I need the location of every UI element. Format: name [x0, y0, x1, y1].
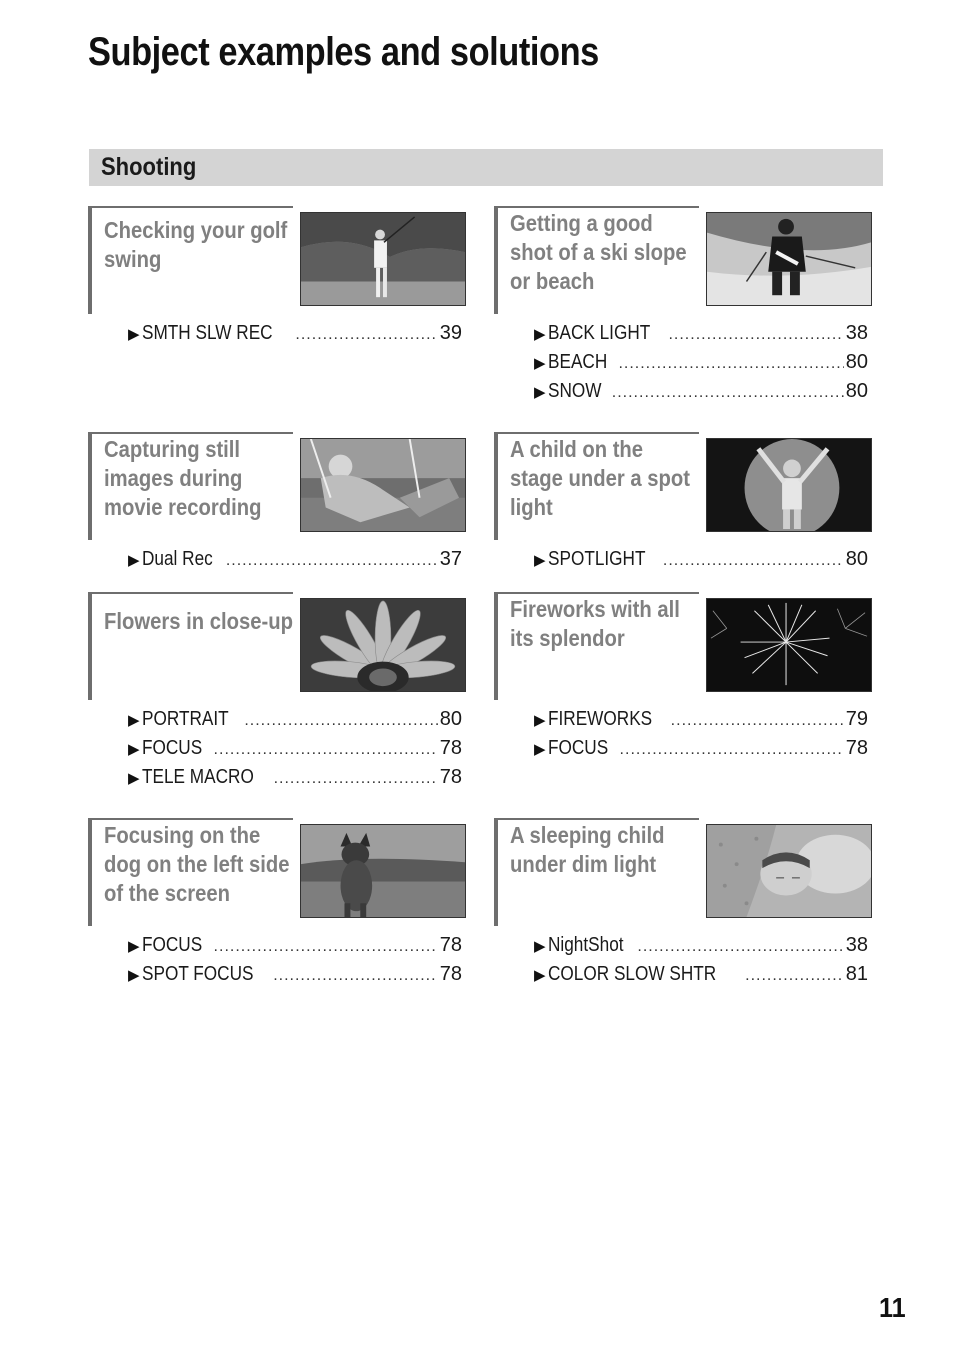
card-heading: A child on the stage under a spot light	[510, 436, 690, 520]
section-header-bar	[89, 149, 883, 186]
page-reference: 78	[845, 737, 868, 759]
list-item[interactable]	[534, 931, 868, 960]
leader-dots	[214, 735, 438, 764]
card-heading: Flowers in close-up	[104, 608, 293, 634]
black-right-triangle-icon: ▶	[128, 938, 140, 955]
leader-dots	[274, 764, 438, 793]
black-right-triangle-icon: ▶	[534, 938, 546, 955]
page-reference: 78	[439, 737, 462, 759]
setting-name: SMTH SLW REC	[141, 322, 273, 344]
list-item[interactable]	[534, 348, 868, 377]
page-reference: 80	[845, 380, 868, 402]
list-item[interactable]	[128, 931, 462, 960]
black-right-triangle-icon: ▶	[128, 967, 140, 984]
black-right-triangle-icon: ▶	[128, 741, 140, 758]
golfer-swing-photo	[300, 212, 466, 306]
reference-list	[128, 319, 462, 348]
card-heading: A sleeping child under dim light	[510, 822, 665, 877]
black-right-triangle-icon: ▶	[534, 741, 546, 758]
black-right-triangle-icon: ▶	[128, 326, 140, 343]
page-reference: 37	[439, 548, 462, 570]
section-label: Shooting	[101, 153, 197, 181]
dog-photo	[300, 824, 466, 918]
page-reference: 80	[845, 548, 868, 570]
setting-name: COLOR SLOW SHTR	[547, 963, 716, 985]
page-reference: 78	[439, 963, 462, 985]
reference-list	[128, 705, 462, 792]
page-reference: 39	[439, 322, 462, 344]
page-reference: 79	[845, 708, 868, 730]
card-heading: Getting a good shot of a ski slope or beach	[510, 210, 687, 294]
page-title: Subject examples and solutions	[88, 30, 599, 74]
black-right-triangle-icon: ▶	[534, 712, 546, 729]
black-right-triangle-icon: ▶	[534, 552, 546, 569]
setting-name: SPOT FOCUS	[141, 963, 254, 985]
black-right-triangle-icon: ▶	[128, 552, 140, 569]
list-item[interactable]	[128, 960, 462, 989]
fireworks-photo	[706, 598, 872, 692]
leader-dots	[226, 546, 438, 575]
setting-name: Dual Rec	[141, 548, 213, 570]
card-heading: Fireworks with all its splendor	[510, 596, 680, 651]
card-heading: Focusing on the dog on the left side of the screen	[104, 822, 290, 906]
setting-name: NightShot	[547, 934, 624, 956]
setting-name: FOCUS	[547, 737, 608, 759]
reference-list	[128, 545, 462, 574]
black-right-triangle-icon: ▶	[534, 967, 546, 984]
page-number: 11	[879, 1292, 906, 1323]
list-item[interactable]	[128, 319, 462, 348]
leader-dots	[612, 378, 844, 407]
leader-dots	[671, 706, 844, 735]
page-reference: 38	[845, 322, 868, 344]
black-right-triangle-icon: ▶	[534, 355, 546, 372]
setting-name: PORTRAIT	[141, 708, 229, 730]
list-item[interactable]	[534, 960, 868, 989]
leader-dots	[637, 932, 843, 961]
reference-list	[534, 931, 868, 989]
page-reference: 78	[439, 934, 462, 956]
list-item[interactable]	[128, 734, 462, 763]
leader-dots	[295, 320, 437, 349]
page-reference: 81	[845, 963, 868, 985]
child-on-swing-photo	[300, 438, 466, 532]
page-reference: 80	[845, 351, 868, 373]
reference-list	[534, 319, 868, 406]
list-item[interactable]	[534, 319, 868, 348]
setting-name: SPOTLIGHT	[547, 548, 646, 570]
list-item[interactable]	[128, 705, 462, 734]
list-item[interactable]	[534, 705, 868, 734]
black-right-triangle-icon: ▶	[534, 326, 546, 343]
child-in-spotlight-photo	[706, 438, 872, 532]
list-item[interactable]	[534, 545, 868, 574]
setting-name: SNOW	[547, 380, 602, 402]
reference-list	[128, 931, 462, 989]
list-item[interactable]	[534, 377, 868, 406]
leader-dots	[668, 320, 843, 349]
card-heading: Capturing still images during movie recording	[104, 436, 262, 520]
setting-name: BACK LIGHT	[547, 322, 650, 344]
leader-dots	[244, 706, 437, 735]
setting-name: TELE MACRO	[141, 766, 254, 788]
flower-closeup-photo	[300, 598, 466, 692]
list-item[interactable]	[128, 763, 462, 792]
setting-name: BEACH	[547, 351, 607, 373]
setting-name: FIREWORKS	[547, 708, 652, 730]
leader-dots	[745, 961, 844, 990]
setting-name: FOCUS	[141, 737, 202, 759]
list-item[interactable]	[128, 545, 462, 574]
skier-photo	[706, 212, 872, 306]
black-right-triangle-icon: ▶	[534, 384, 546, 401]
page-reference: 38	[845, 934, 868, 956]
reference-list	[534, 545, 868, 574]
list-item[interactable]	[534, 734, 868, 763]
black-right-triangle-icon: ▶	[128, 770, 140, 787]
leader-dots	[663, 546, 844, 575]
card-heading: Checking your golf swing	[104, 217, 288, 272]
sleeping-child-photo	[706, 824, 872, 918]
page-reference: 78	[439, 766, 462, 788]
black-right-triangle-icon: ▶	[128, 712, 140, 729]
leader-dots	[618, 349, 843, 378]
leader-dots	[214, 932, 438, 961]
page-reference: 80	[439, 708, 462, 730]
setting-name: FOCUS	[141, 934, 202, 956]
leader-dots	[620, 735, 844, 764]
leader-dots	[273, 961, 438, 990]
reference-list	[534, 705, 868, 763]
